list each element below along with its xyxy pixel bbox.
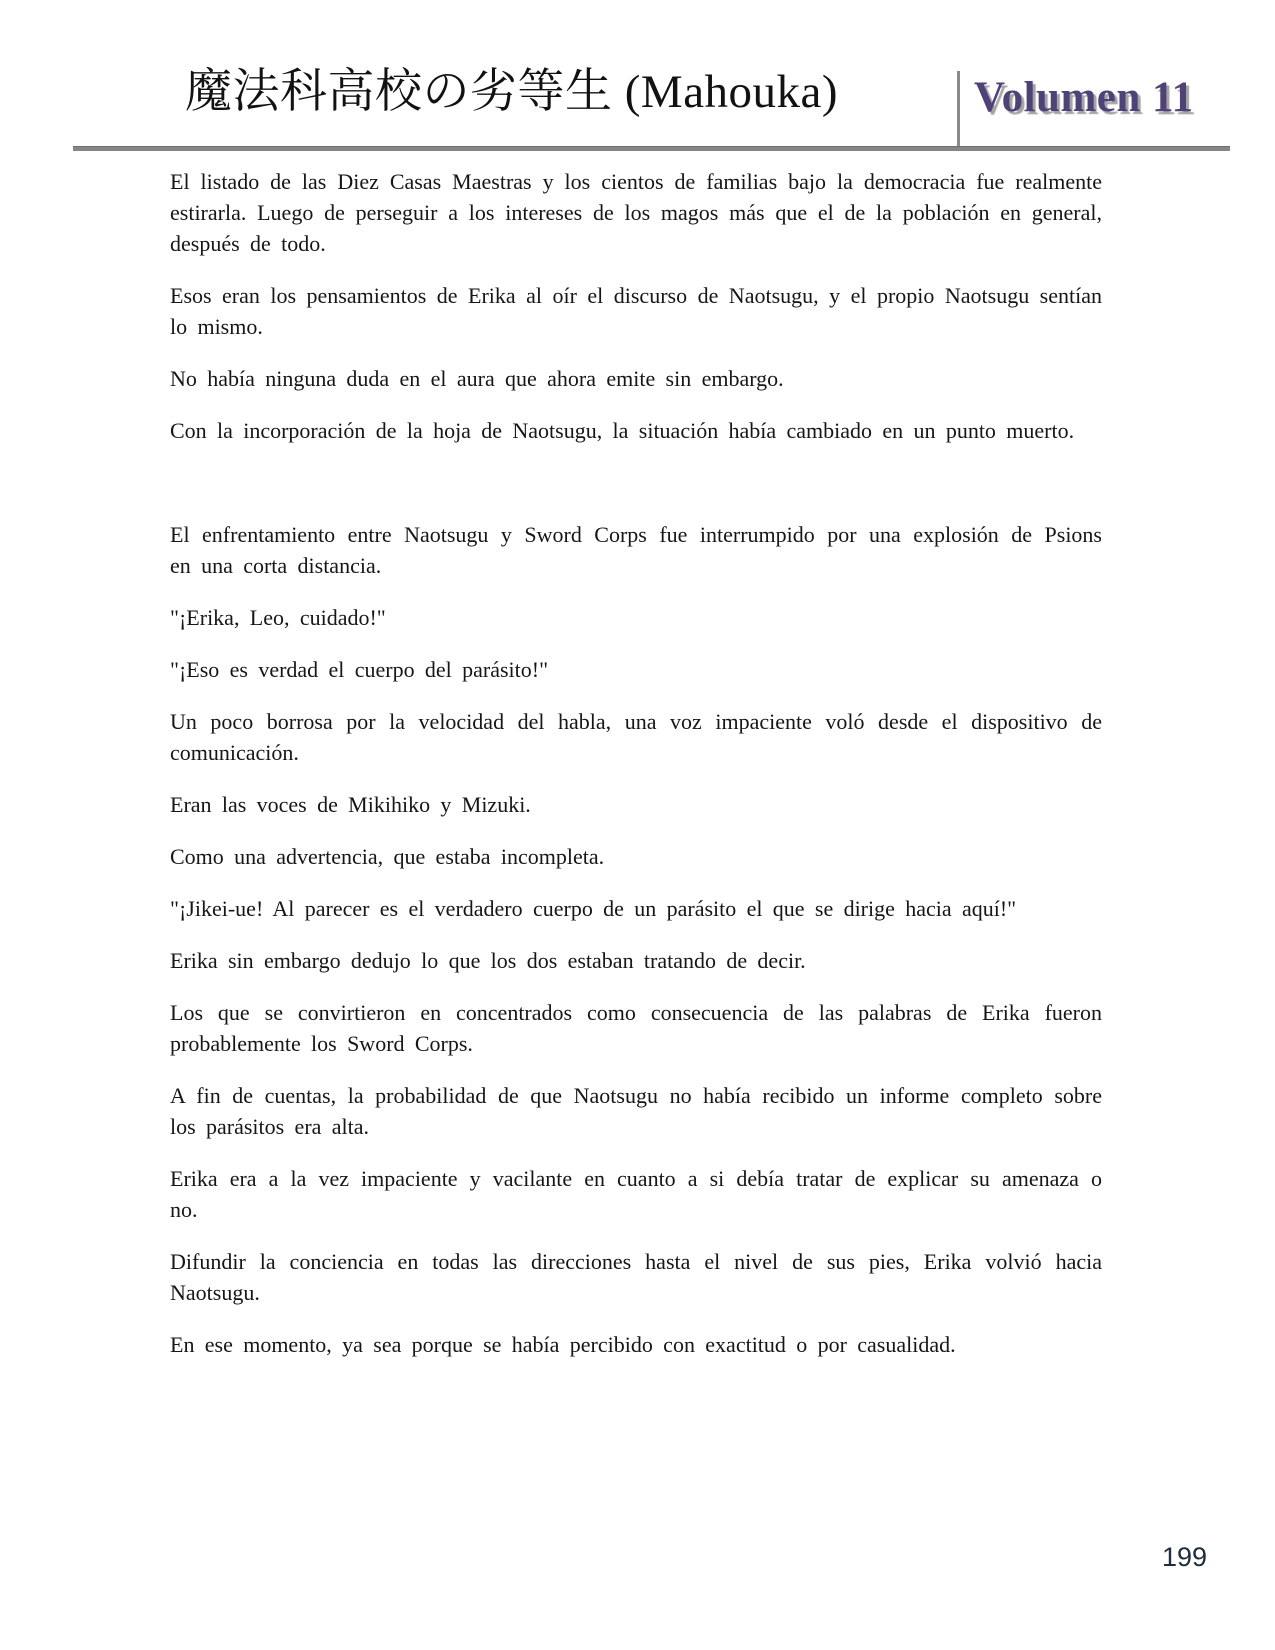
header-divider [957,71,960,147]
page-number: 199 [1161,1542,1207,1572]
paragraph: Difundir la conciencia en todas las direcciones hasta el nivel de sus pies, Erika volvió hacia Naotsugu. [170,1249,1102,1305]
paragraph: "¡Eso es verdad el cuerpo del parásito!" [170,657,549,682]
paragraph: Los que se convirtieron en concentrados como consecuencia de las palabras de Erika fueron probablemente los Sword Corps. [170,1000,1102,1056]
paragraph: "¡Jikei-ue! Al parecer es el verdadero cuerpo de un parásito el que se dirige hacia aquí!" [170,896,1017,921]
paragraph: A fin de cuentas, la probabilidad de que Naotsugu no había recibido un informe completo sobre los parásitos era alta. [170,1083,1102,1139]
paragraph: Erika era a la vez impaciente y vacilante en cuanto a si debía tratar de explicar su amenaza o no. [170,1166,1102,1222]
content [170,166,1102,1381]
header-rule [73,146,1230,151]
paragraph: El listado de las Diez Casas Maestras y los cientos de familias bajo la democracia fue realmente estirarla. Luego de perseguir a los intereses de los magos más que el de la población en general, después de todo. [170,169,1102,256]
paragraph: Un poco borrosa por la velocidad del habla, una voz impaciente voló desde el dispositivo de comunicación. [170,709,1102,765]
paragraph: No había ninguna duda en el aura que ahora emite sin embargo. [170,366,784,391]
paragraph: "¡Erika, Leo, cuidado!" [170,605,386,630]
paragraph: Con la incorporación de la hoja de Naotsugu, la situación había cambiado en un punto muerto. [170,418,1075,443]
page-title: 魔法科高校の劣等生 (Mahouka) [185,66,839,118]
paragraph: Erika sin embargo dedujo lo que los dos estaban tratando de decir. [170,948,806,973]
paragraph: Esos eran los pensamientos de Erika al oír el discurso de Naotsugu, y el propio Naotsugu sentían lo mismo. [170,283,1102,339]
scene-break [170,467,1102,498]
paragraph: En ese momento, ya sea porque se había percibido con exactitud o por casualidad. [170,1332,956,1357]
paragraph: El enfrentamiento entre Naotsugu y Sword Corps fue interrumpido por una explosión de Psions en una corta distancia. [170,522,1102,578]
paragraph: Eran las voces de Mikihiko y Mizuki. [170,792,531,817]
volume-badge: Volumen 11 [974,74,1194,121]
paragraph: Como una advertencia, que estaba incompleta. [170,844,605,869]
